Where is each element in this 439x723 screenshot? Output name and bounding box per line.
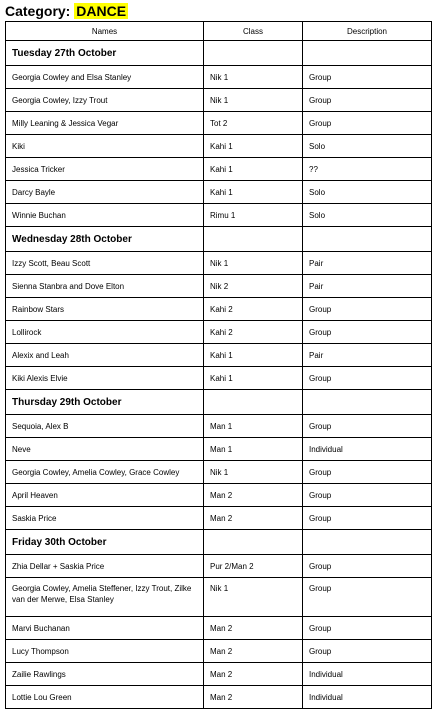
description-cell: Group bbox=[303, 415, 432, 438]
table-row bbox=[6, 555, 432, 578]
table-row bbox=[6, 158, 432, 181]
class-cell: Kahi 1 bbox=[204, 158, 303, 181]
description-cell: Group bbox=[303, 321, 432, 344]
empty-cell bbox=[204, 390, 303, 415]
empty-cell bbox=[303, 390, 432, 415]
names-cell: Zhia Dellar + Saskia Price bbox=[6, 555, 204, 578]
names-cell: Izzy Scott, Beau Scott bbox=[6, 252, 204, 275]
empty-cell bbox=[303, 227, 432, 252]
class-cell: Kahi 2 bbox=[204, 298, 303, 321]
description-cell: Group bbox=[303, 89, 432, 112]
column-header-names: Names bbox=[6, 22, 204, 41]
table-row bbox=[6, 135, 432, 158]
description-cell: Pair bbox=[303, 275, 432, 298]
class-cell: Man 1 bbox=[204, 415, 303, 438]
description-cell: Group bbox=[303, 112, 432, 135]
names-cell: Georgia Cowley, Amelia Cowley, Grace Cowley bbox=[6, 461, 204, 484]
description-cell: Group bbox=[303, 461, 432, 484]
names-cell: Lollirock bbox=[6, 321, 204, 344]
class-cell: Man 2 bbox=[204, 507, 303, 530]
table-row bbox=[6, 112, 432, 135]
class-cell: Kahi 1 bbox=[204, 181, 303, 204]
names-cell: Zailie Rawlings bbox=[6, 663, 204, 686]
class-cell: Nik 1 bbox=[204, 89, 303, 112]
empty-cell bbox=[204, 41, 303, 66]
table-row bbox=[6, 367, 432, 390]
names-cell: Lucy Thompson bbox=[6, 640, 204, 663]
class-cell: Man 1 bbox=[204, 438, 303, 461]
table-row bbox=[6, 415, 432, 438]
class-cell: Man 2 bbox=[204, 640, 303, 663]
class-cell: Kahi 1 bbox=[204, 367, 303, 390]
class-cell: Nik 2 bbox=[204, 275, 303, 298]
description-cell: Group bbox=[303, 640, 432, 663]
day-title: Tuesday 27th October bbox=[6, 41, 204, 66]
empty-cell bbox=[303, 530, 432, 555]
description-cell: Group bbox=[303, 507, 432, 530]
names-cell: Georgia Cowley and Elsa Stanley bbox=[6, 66, 204, 89]
header-row bbox=[6, 22, 432, 41]
class-cell: Man 2 bbox=[204, 484, 303, 507]
description-cell: Solo bbox=[303, 135, 432, 158]
names-cell: Kiki bbox=[6, 135, 204, 158]
class-cell: Kahi 1 bbox=[204, 344, 303, 367]
class-cell: Nik 1 bbox=[204, 252, 303, 275]
column-header-class: Class bbox=[204, 22, 303, 41]
table-row bbox=[6, 204, 432, 227]
description-cell: Group bbox=[303, 66, 432, 89]
class-cell: Tot 2 bbox=[204, 112, 303, 135]
table-row bbox=[6, 663, 432, 686]
day-row bbox=[6, 390, 432, 415]
names-cell: Alexix and Leah bbox=[6, 344, 204, 367]
description-cell: Group bbox=[303, 298, 432, 321]
table-row bbox=[6, 484, 432, 507]
names-cell: Sequoia, Alex B bbox=[6, 415, 204, 438]
class-cell: Man 2 bbox=[204, 617, 303, 640]
description-cell: Individual bbox=[303, 438, 432, 461]
class-cell: Pur 2/Man 2 bbox=[204, 555, 303, 578]
schedule-table bbox=[5, 21, 432, 709]
table-row bbox=[6, 181, 432, 204]
names-cell: Jessica Tricker bbox=[6, 158, 204, 181]
table-row bbox=[6, 438, 432, 461]
table-row bbox=[6, 507, 432, 530]
category-name: DANCE bbox=[76, 3, 127, 19]
names-cell: Lottie Lou Green bbox=[6, 686, 204, 709]
names-cell: Georgia Cowley, Izzy Trout bbox=[6, 89, 204, 112]
names-cell: Rainbow Stars bbox=[6, 298, 204, 321]
names-cell: Marvi Buchanan bbox=[6, 617, 204, 640]
class-cell: Man 2 bbox=[204, 686, 303, 709]
description-cell: Group bbox=[303, 617, 432, 640]
table-row bbox=[6, 66, 432, 89]
category-prefix: Category: bbox=[5, 3, 71, 19]
schedule-body bbox=[6, 22, 432, 709]
table-row bbox=[6, 252, 432, 275]
empty-cell bbox=[204, 530, 303, 555]
description-cell: Solo bbox=[303, 181, 432, 204]
day-title: Thursday 29th October bbox=[6, 390, 204, 415]
empty-cell bbox=[204, 227, 303, 252]
names-cell: Darcy Bayle bbox=[6, 181, 204, 204]
names-cell: April Heaven bbox=[6, 484, 204, 507]
table-row bbox=[6, 344, 432, 367]
day-title: Wednesday 28th October bbox=[6, 227, 204, 252]
day-row bbox=[6, 530, 432, 555]
class-cell: Nik 1 bbox=[204, 461, 303, 484]
description-cell: Group bbox=[303, 484, 432, 507]
description-cell: Individual bbox=[303, 686, 432, 709]
category-heading bbox=[5, 2, 128, 20]
description-cell: Group bbox=[303, 367, 432, 390]
table-row bbox=[6, 686, 432, 709]
names-cell: Neve bbox=[6, 438, 204, 461]
description-cell: ?? bbox=[303, 158, 432, 181]
table-row bbox=[6, 321, 432, 344]
class-cell: Man 2 bbox=[204, 663, 303, 686]
day-row bbox=[6, 41, 432, 66]
names-cell: Georgia Cowley, Amelia Steffener, Izzy Trout, Zilke van der Merwe, Elsa Stanley bbox=[6, 578, 204, 617]
table-row bbox=[6, 640, 432, 663]
column-header-description: Description bbox=[303, 22, 432, 41]
class-cell: Kahi 2 bbox=[204, 321, 303, 344]
description-cell: Pair bbox=[303, 344, 432, 367]
description-cell: Group bbox=[303, 555, 432, 578]
table-row bbox=[6, 89, 432, 112]
names-cell: Winnie Buchan bbox=[6, 204, 204, 227]
class-cell: Nik 1 bbox=[204, 66, 303, 89]
class-cell: Rimu 1 bbox=[204, 204, 303, 227]
table-row bbox=[6, 578, 432, 617]
description-cell: Solo bbox=[303, 204, 432, 227]
names-cell: Kiki Alexis Elvie bbox=[6, 367, 204, 390]
table-row bbox=[6, 298, 432, 321]
description-cell: Individual bbox=[303, 663, 432, 686]
description-cell: Pair bbox=[303, 252, 432, 275]
table-row bbox=[6, 461, 432, 484]
class-cell: Nik 1 bbox=[204, 578, 303, 617]
table-row bbox=[6, 617, 432, 640]
day-row bbox=[6, 227, 432, 252]
names-cell: Saskia Price bbox=[6, 507, 204, 530]
names-cell: Milly Leaning & Jessica Vegar bbox=[6, 112, 204, 135]
day-title: Friday 30th October bbox=[6, 530, 204, 555]
table-row bbox=[6, 275, 432, 298]
description-cell: Group bbox=[303, 578, 432, 617]
empty-cell bbox=[303, 41, 432, 66]
class-cell: Kahi 1 bbox=[204, 135, 303, 158]
names-cell: Sienna Stanbra and Dove Elton bbox=[6, 275, 204, 298]
